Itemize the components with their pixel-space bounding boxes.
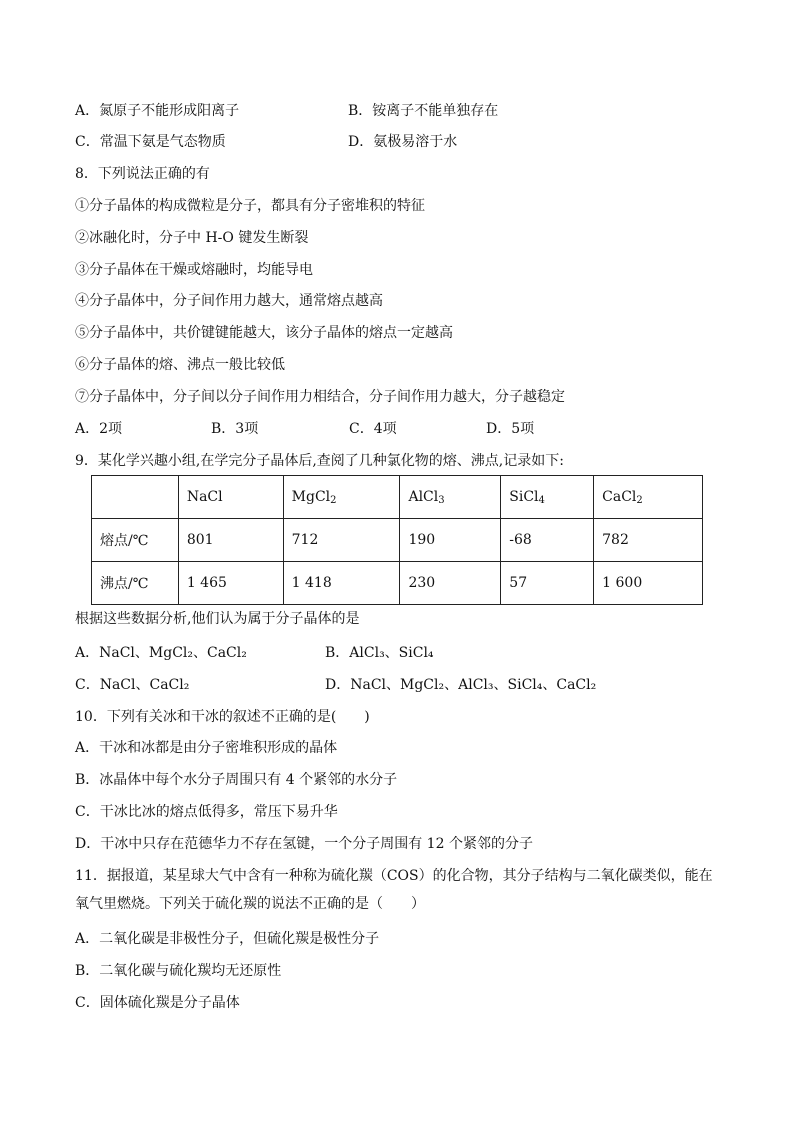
table-header-row (92, 476, 703, 519)
q7-option-b: B．铵离子不能单独存在 (348, 103, 499, 119)
table-header-cell: CaCl$_2$ (594, 476, 703, 519)
q7-option-a: A．氮原子不能形成阳离子 (75, 103, 240, 119)
q9-option-c: C．NaCl、CaCl₂ (75, 677, 190, 693)
q8-statement: ③分子晶体在干燥或熔融时，均能导电 (75, 262, 313, 278)
q7-option-c: C．常温下氨是气态物质 (75, 134, 226, 150)
q8-statement: ②冰融化时，分子中 H-O 键发生断裂 (75, 230, 309, 246)
table-cell: 57 (501, 562, 594, 605)
table-cell: 230 (400, 562, 501, 605)
q10-option-b: B．冰晶体中每个水分子周围只有 4 个紧邻的水分子 (75, 772, 398, 788)
q8-option-c: C．4项 (349, 421, 397, 437)
q11-stem: 11．据报道，某星球大气中含有一种称为硫化羰（COS）的化合物，其分子结构与二氧化碳类似，能在氧气里燃烧。下列关于硫化羰的说法不正确的是（ ） (75, 868, 713, 912)
table-corner-cell (92, 476, 179, 519)
q8-statement: ⑥分子晶体的熔、沸点一般比较低 (75, 357, 285, 373)
table-cell: 1 418 (283, 562, 400, 605)
q9-stem: 9．某化学兴趣小组,在学完分子晶体后,查阅了几种氯化物的熔、沸点,记录如下: (75, 453, 564, 469)
table-header-cell: AlCl$_3$ (400, 476, 501, 519)
q9-option-a: A．NaCl、MgCl₂、CaCl₂ (75, 645, 247, 661)
table-cell: 1 465 (178, 562, 283, 605)
table-header-cell: SiCl$_4$ (501, 476, 594, 519)
q8-statement: ⑤分子晶体中，共价键键能越大，该分子晶体的熔点一定越高 (75, 325, 453, 341)
q11-option-a: A．二氧化碳是非极性分子，但硫化羰是极性分子 (75, 931, 380, 947)
q10-stem: 10．下列有关冰和干冰的叙述不正确的是( ) (75, 709, 370, 725)
q11-option-c: C．固体硫化羰是分子晶体 (75, 995, 240, 1011)
q10-option-c: C．干冰比冰的熔点低得多，常压下易升华 (75, 804, 338, 820)
table-cell: 801 (178, 519, 283, 562)
q10-option-d: D．干冰中只存在范德华力不存在氢键，一个分子周围有 12 个紧邻的分子 (75, 836, 533, 852)
table-row-label: 沸点/℃ (92, 562, 179, 605)
q9-question: 根据这些数据分析,他们认为属于分子晶体的是 (75, 611, 360, 627)
q8-statement: ①分子晶体的构成微粒是分子，都具有分子密堆积的特征 (75, 198, 425, 214)
table-cell: -68 (501, 519, 594, 562)
q9-option-d: D．NaCl、MgCl₂、AlCl₃、SiCl₄、CaCl₂ (325, 677, 597, 693)
q8-statement: ④分子晶体中，分子间作用力越大，通常熔点越高 (75, 293, 383, 309)
q8-option-b: B．3项 (211, 421, 259, 437)
table-cell: 190 (400, 519, 501, 562)
q8-stem: 8．下列说法正确的有 (75, 166, 210, 182)
q8-option-a: A．2项 (75, 421, 123, 437)
table-cell: 782 (594, 519, 703, 562)
table-cell: 1 600 (594, 562, 703, 605)
table-row (92, 519, 703, 562)
q9-option-b: B．AlCl₃、SiCl₄ (325, 645, 434, 661)
q8-statement: ⑦分子晶体中，分子间以分子间作用力相结合，分子间作用力越大，分子越稳定 (75, 389, 565, 405)
q7-option-d: D．氨极易溶于水 (348, 134, 458, 150)
table-header-cell: NaCl (178, 476, 283, 519)
table-header-cell: MgCl$_2$ (283, 476, 400, 519)
q10-option-a: A．干冰和冰都是由分子密堆积形成的晶体 (75, 740, 338, 756)
table-row-label: 熔点/℃ (92, 519, 179, 562)
table-row (92, 562, 703, 605)
q8-option-d: D．5项 (486, 421, 535, 437)
q11-option-b: B．二氧化碳与硫化羰均无还原性 (75, 963, 282, 979)
melting-boiling-table (91, 475, 703, 605)
table-cell: 712 (283, 519, 400, 562)
